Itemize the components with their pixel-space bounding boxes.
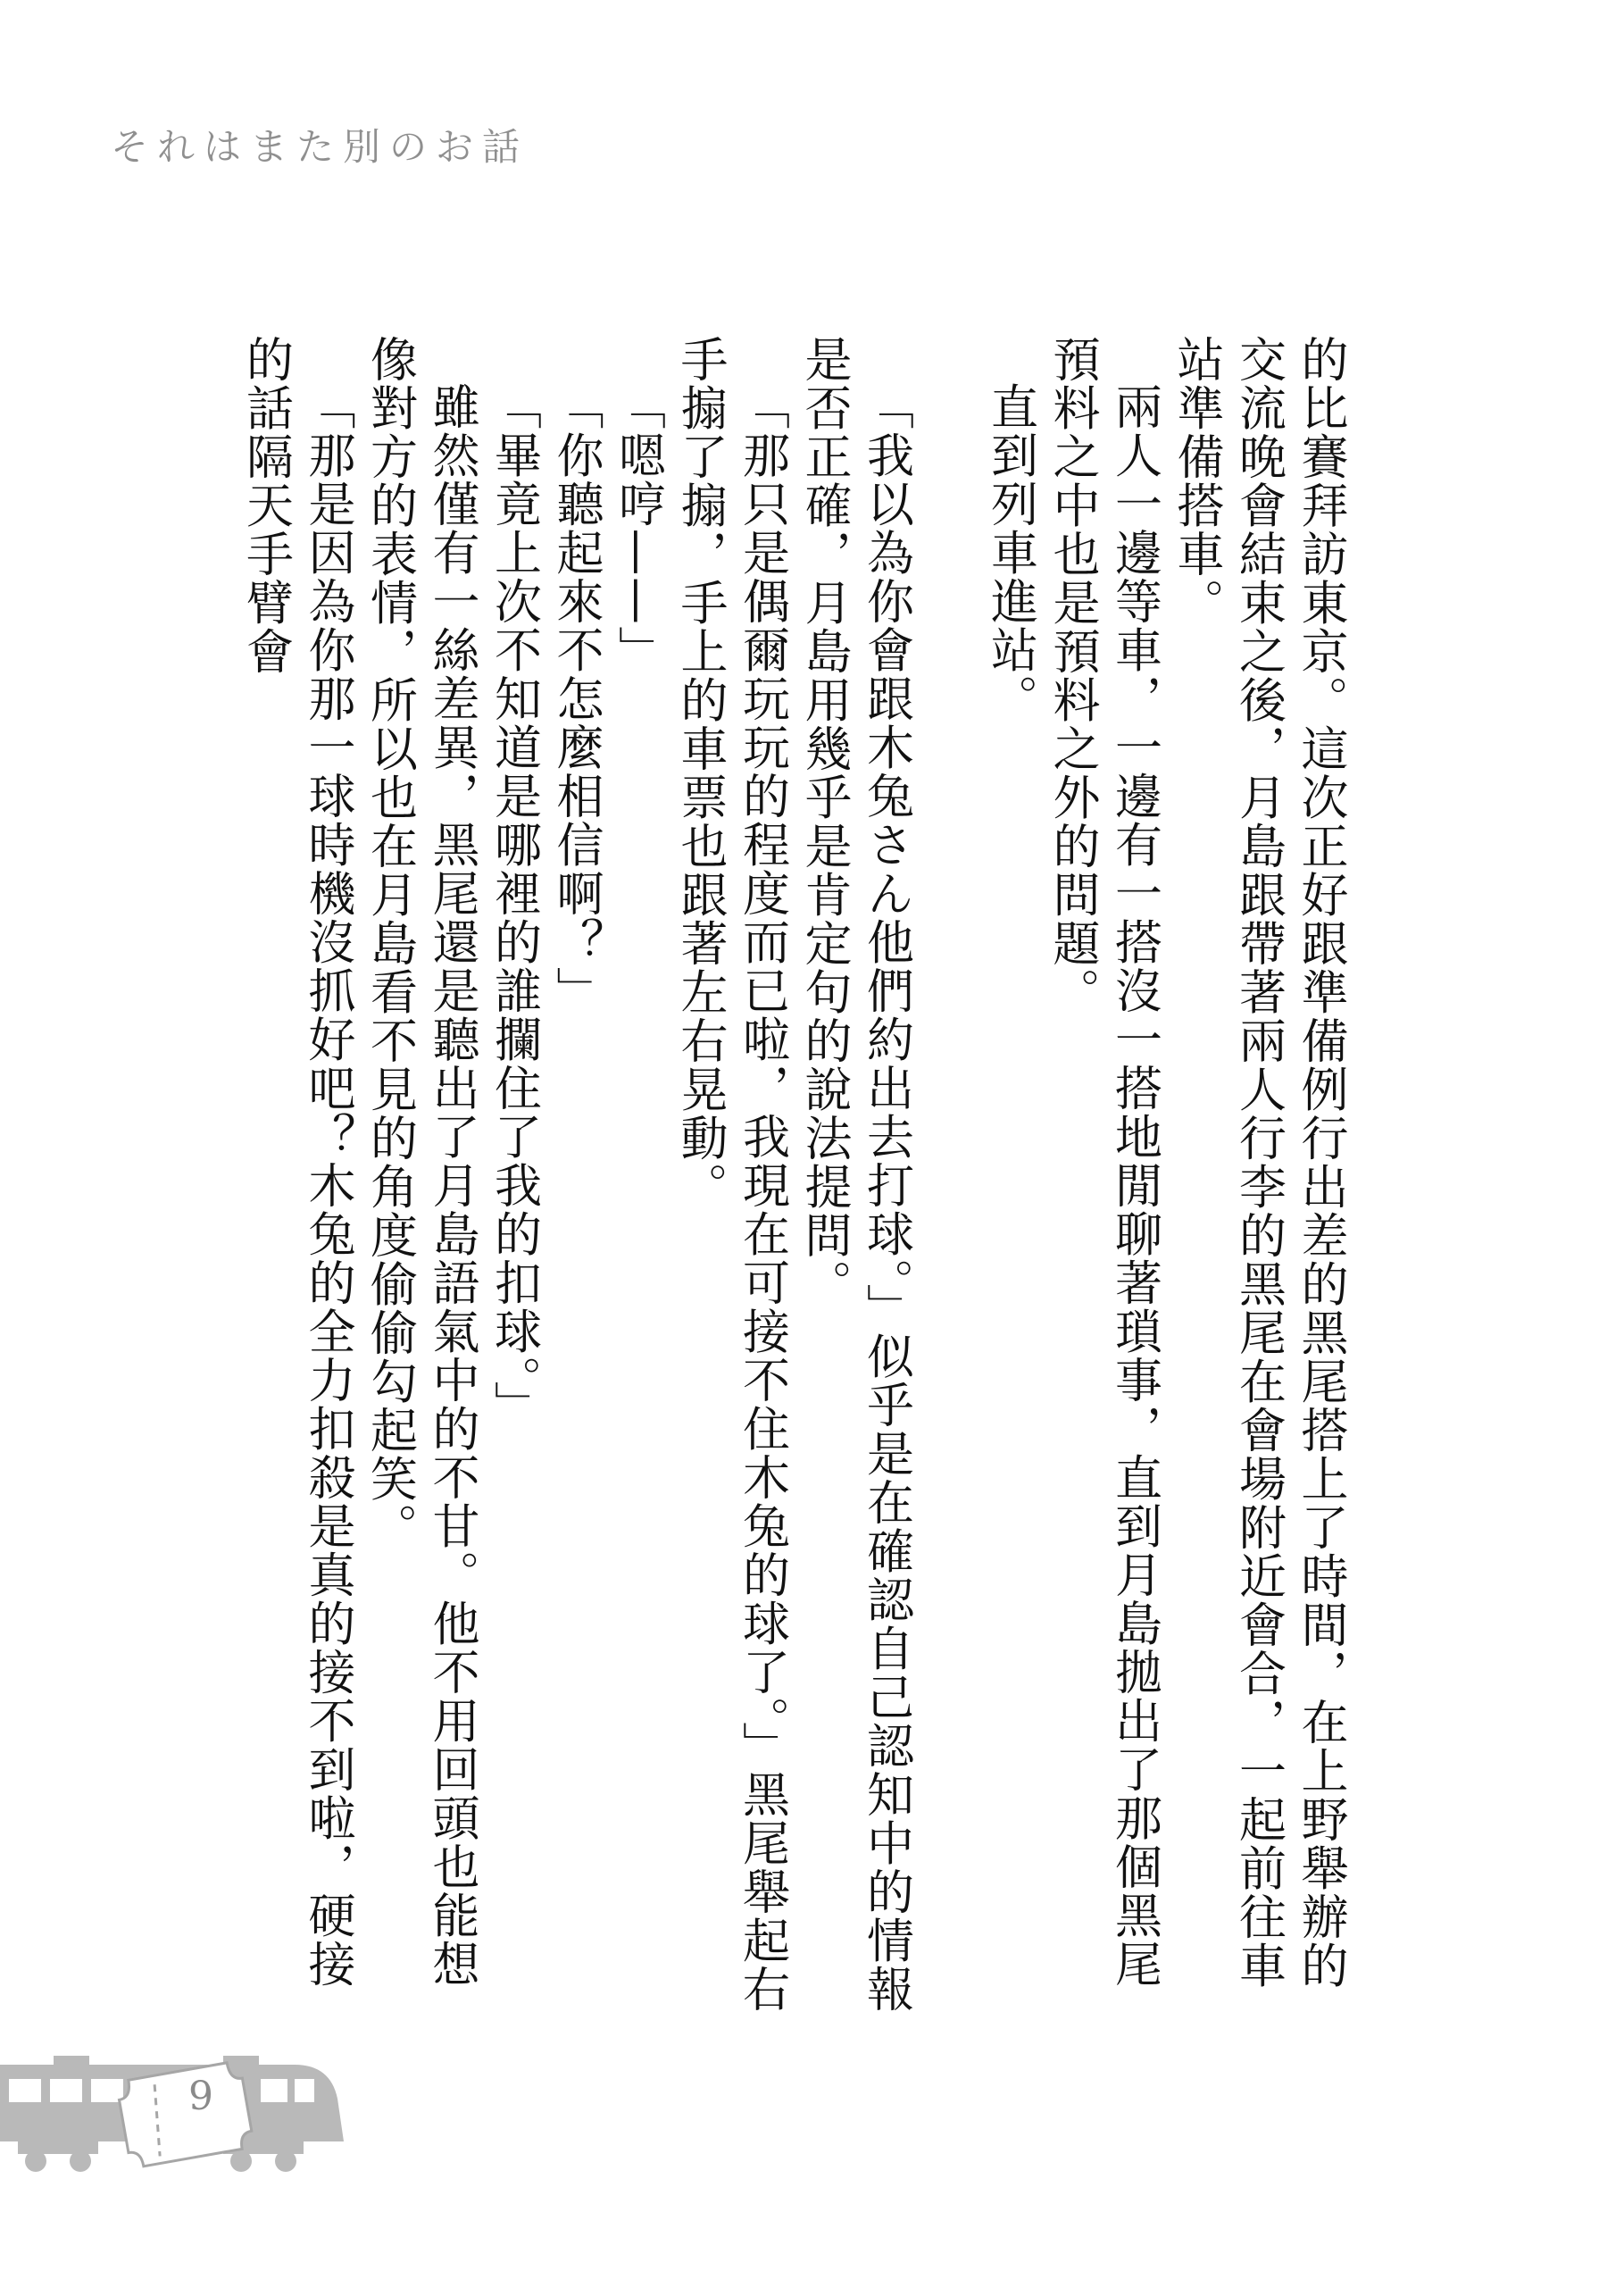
paragraph: 「那只是偶爾玩玩的程度而已啦，我現在可接不住木兔的球了。」黑尾舉起右手搧了搧，手上的車票也跟著左右晃動。 <box>673 335 790 2014</box>
running-head: それはまた別のお話 <box>111 125 529 169</box>
paragraph: 雖然僅有一絲差異，黑尾還是聽出了月島語氣中的不甘。他不用回頭也能想像對方的表情，所以也在月島看不見的角度偷偷勾起笑。 <box>362 335 479 1989</box>
paragraph: 的比賽拜訪東京。這次正好跟準備例行出差的黑尾搭上了時間，在上野舉辦的交流晚會結束之後，月島跟帶著兩人行李的黑尾在會場附近會合，一起前往車站準備搭車。 <box>1170 335 1348 1990</box>
paragraph: 「你聽起來不怎麼相信啊？」 <box>549 382 604 1015</box>
page-number: 9 <box>188 2074 213 2119</box>
paragraph: 「嗯哼——」 <box>611 382 666 674</box>
blank-line <box>918 335 980 2032</box>
body-text <box>235 335 1352 2032</box>
paragraph: 直到列車進站。 <box>983 382 1038 723</box>
paragraph: 「那是因為你那一球時機沒抓好吧？木兔的全力扣殺是真的接不到啦，硬接的話隔天手臂會 <box>238 335 355 1989</box>
paragraph: 兩人一邊等車，一邊有一搭沒一搭地閒聊著瑣事，直到月島拋出了那個黑尾預料之中也是預料之外的問題。 <box>1045 335 1162 1989</box>
paragraph: 「畢竟上次不知道是哪裡的誰攔住了我的扣球。」 <box>487 382 542 1430</box>
paragraph: 「我以為你會跟木兔さん他們約出去打球。」似乎是在確認自己認知中的情報是否正確，月島用幾乎是肯定句的說法提問。 <box>797 335 914 2014</box>
